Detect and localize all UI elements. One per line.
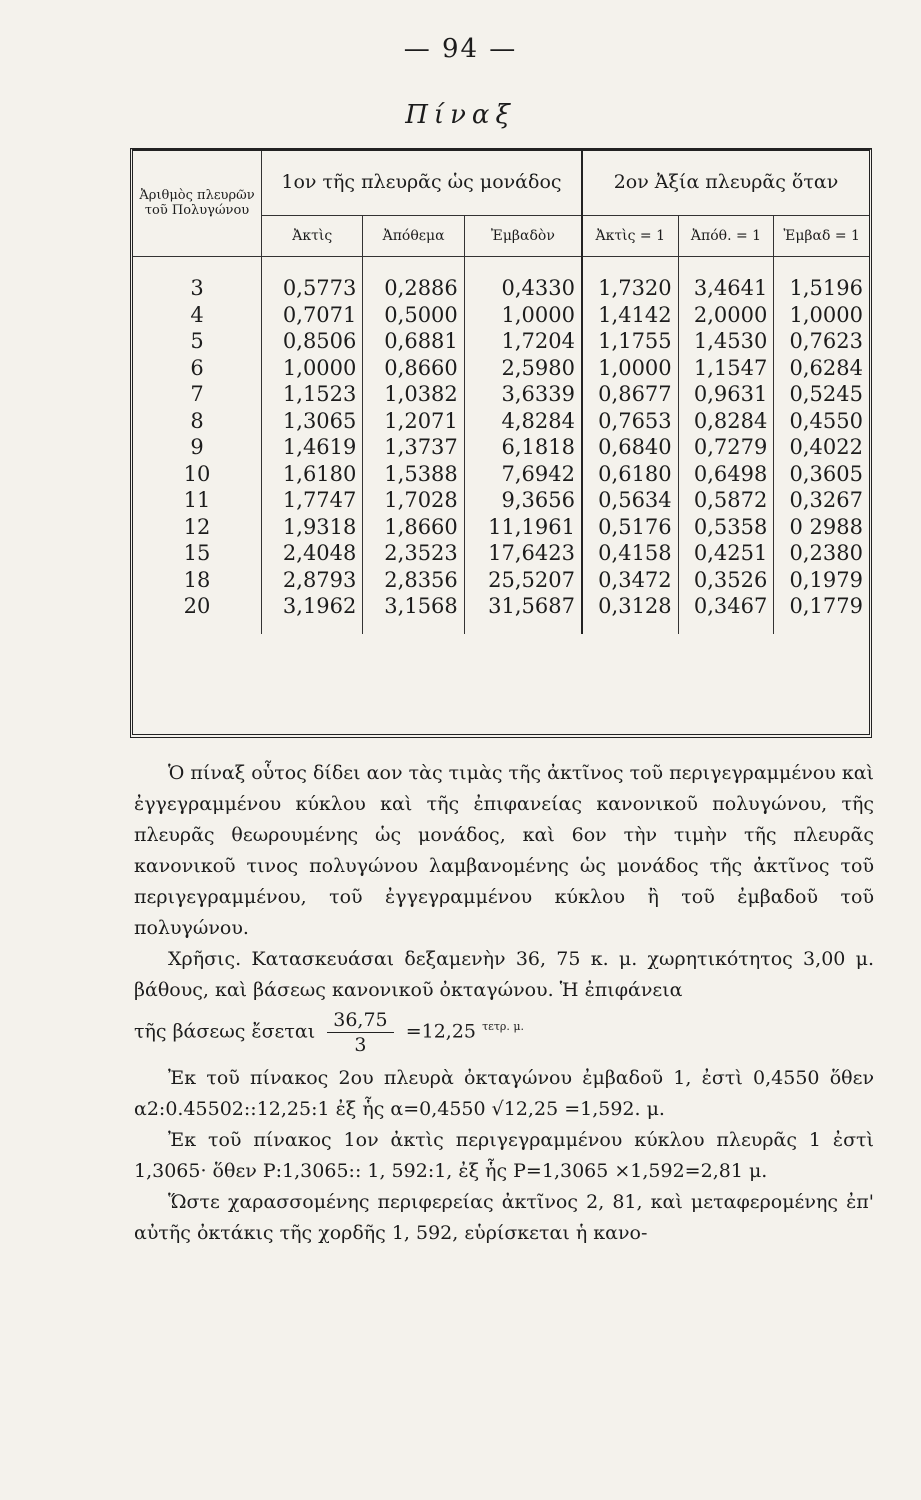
- cell-value: 0 2988: [789, 514, 863, 539]
- cell-value: 1,7028: [363, 487, 464, 514]
- cell-value: 1,0000: [464, 302, 582, 329]
- paragraph-usage: Χρῆσις. Κατασκευάσαι δεξαμενὴν 36, 75 κ. μ. χωρητικότητος 3,00 μ. βάθους, καὶ βάσεως κανονικοῦ ὀκταγώνου. Ἡ ἐπιφάνεια: [134, 948, 874, 1001]
- cell-value: 2,5980: [464, 355, 582, 382]
- cell-value: 0,5176: [582, 514, 678, 541]
- cell-value: 9,3656: [464, 487, 582, 514]
- cell-value: 2,8356: [363, 567, 464, 594]
- table-title: Πίναξ: [405, 100, 516, 130]
- cell-value: 0,2886: [363, 257, 464, 302]
- cell-value: 1,7747: [262, 487, 363, 514]
- header-radius: Ἀκτὶς: [262, 216, 363, 257]
- cell-value: 1,4142: [582, 302, 678, 329]
- table-row: [133, 593, 869, 634]
- cell-value: 1,5388: [363, 461, 464, 488]
- cell-value: 0,3605: [789, 461, 863, 486]
- cell-value: 1,4530: [678, 328, 774, 355]
- cell-value: 0,9631: [678, 381, 774, 408]
- cell-value: 3,1568: [363, 593, 464, 634]
- cell-value: 1,9318: [262, 514, 363, 541]
- cell-sides: 8: [133, 408, 262, 435]
- cell-sides: 11: [133, 487, 262, 514]
- cell-value: 1,8660: [363, 514, 464, 541]
- cell-value: 0,3472: [582, 567, 678, 594]
- header-area: Ἐμβαδὸν: [464, 216, 582, 257]
- header-radius-eq-1: Ἀκτὶς = 1: [582, 216, 678, 257]
- cell-value: 0,1779: [789, 594, 863, 618]
- cell-value: 2,4048: [262, 540, 363, 567]
- cell-value: 3,4641: [678, 257, 774, 302]
- cell-value: 4,8284: [464, 408, 582, 435]
- cell-value: 0,3467: [678, 593, 774, 634]
- cell-sides: 6: [133, 355, 262, 382]
- cell-value: 3,6339: [464, 381, 582, 408]
- cell-value: 0,6881: [363, 328, 464, 355]
- polygon-table: [133, 151, 869, 634]
- cell-sides: 10: [133, 461, 262, 488]
- cell-value: 1,0000: [582, 355, 678, 382]
- cell-value: 11,1961: [464, 514, 582, 541]
- table-row: [133, 381, 869, 408]
- cell-value: 3,1962: [262, 593, 363, 634]
- cell-value: 31,5687: [464, 593, 582, 634]
- paragraph-radius-calc: Ἐκ τοῦ πίνακος 1ον ἀκτὶς περιγεγραμμένου κύκλου πλευρᾶς 1 ἐστὶ 1,3065· ὅθεν Ρ:1,3065:: 1, 592:1, ἐξ ἧς Ρ=1,3065 ×1,592=2,81 μ.: [134, 1129, 874, 1182]
- cell-value: 1,5196: [789, 276, 863, 300]
- formula-denominator: 3: [354, 1034, 367, 1056]
- cell-value: 1,4619: [262, 434, 363, 461]
- cell-value: 0,3128: [582, 593, 678, 634]
- cell-value: 1,2071: [363, 408, 464, 435]
- cell-value: 1,1523: [262, 381, 363, 408]
- formula-numerator: 36,75: [327, 1008, 393, 1033]
- cell-value: 0,5773: [262, 257, 363, 302]
- cell-value: 0,6840: [582, 434, 678, 461]
- table-row: [133, 514, 869, 541]
- cell-value: 0,4158: [582, 540, 678, 567]
- table-row: [133, 408, 869, 435]
- cell-value: 0,4550: [789, 408, 863, 433]
- header-apothem-eq-1: Ἀπόθ. = 1: [678, 216, 774, 257]
- cell-value: 0,3267: [789, 488, 863, 512]
- table-row: [133, 540, 869, 567]
- cell-value: 0,1979: [789, 567, 863, 592]
- table-row: [133, 257, 869, 302]
- formula-result: =12,25: [405, 1020, 477, 1043]
- cell-value: 0,7623: [789, 329, 863, 353]
- paragraph-conclusion: Ὥστε χαρασσομένης περιφερείας ἀκτῖνος 2, 81, καὶ μεταφερομένης ἐπ' αὐτῆς ὀκτάκις τῆς χορδῆς 1, 592, εὑρίσκεται ἡ κανο-: [134, 1191, 874, 1244]
- cell-value: 1,6180: [262, 461, 363, 488]
- cell-value: 1,3065: [262, 408, 363, 435]
- cell-value: 0,6180: [582, 461, 678, 488]
- cell-value: 0,5000: [363, 302, 464, 329]
- cell-value: 0,4022: [789, 435, 863, 459]
- cell-value: 0,5358: [678, 514, 774, 541]
- table-row: [133, 434, 869, 461]
- cell-value: 17,6423: [464, 540, 582, 567]
- cell-value: 0,6498: [678, 461, 774, 488]
- table-row: [133, 461, 869, 488]
- cell-sides: 5: [133, 328, 262, 355]
- formula-fraction: [327, 1008, 393, 1057]
- cell-value: 1,0382: [363, 381, 464, 408]
- cell-value: 0,2380: [789, 541, 863, 565]
- cell-sides: 4: [133, 302, 262, 329]
- header-group-2: 2ον Ἀξία πλευρᾶς ὅταν: [582, 151, 869, 216]
- cell-value: 0,6284: [789, 355, 863, 380]
- cell-value: 1,0000: [262, 355, 363, 382]
- cell-sides: 7: [133, 381, 262, 408]
- cell-value: 0,7653: [582, 408, 678, 435]
- cell-value: 0,7071: [262, 302, 363, 329]
- cell-value: 0,5245: [789, 382, 863, 406]
- cell-value: 2,3523: [363, 540, 464, 567]
- table-row: [133, 567, 869, 594]
- cell-value: 2,0000: [678, 302, 774, 329]
- formula-line: [134, 1008, 874, 1057]
- table-row: [133, 302, 869, 329]
- cell-sides: 20: [133, 593, 262, 634]
- cell-value: 0,3526: [678, 567, 774, 594]
- formula-prefix: τῆς βάσεως ἔσεται: [134, 1020, 316, 1043]
- cell-value: 7,6942: [464, 461, 582, 488]
- cell-value: 6,1818: [464, 434, 582, 461]
- cell-value: 1,7320: [582, 257, 678, 302]
- cell-value: 0,4330: [464, 257, 582, 302]
- cell-value: 1,7204: [464, 328, 582, 355]
- cell-value: 0,5634: [582, 487, 678, 514]
- table-row: [133, 328, 869, 355]
- cell-value: 0,8677: [582, 381, 678, 408]
- table-row: [133, 355, 869, 382]
- cell-value: 0,8284: [678, 408, 774, 435]
- cell-sides: 12: [133, 514, 262, 541]
- paragraph-side-calc: Ἐκ τοῦ πίνακος 2ου πλευρὰ ὀκταγώνου ἐμβαδοῦ 1, ἐστὶ 0,4550 ὅθεν α2:0.45502::12,25:1 ἐξ ἧς α=0,4550 √12,25 =1,592. μ.: [134, 1067, 874, 1120]
- header-group-1: 1ον τῆς πλευρᾶς ὡς μονάδος: [262, 151, 582, 216]
- body-text: [134, 758, 874, 1249]
- cell-sides: 18: [133, 567, 262, 594]
- cell-value: 2,8793: [262, 567, 363, 594]
- formula-unit: τετρ. μ.: [482, 1020, 525, 1034]
- polygon-table-frame: [130, 148, 872, 738]
- cell-value: 0,8506: [262, 328, 363, 355]
- cell-value: 1,3737: [363, 434, 464, 461]
- table-body: [133, 257, 869, 634]
- cell-sides: 15: [133, 540, 262, 567]
- cell-value: 0,7279: [678, 434, 774, 461]
- paragraph-table-description: Ὁ πίναξ οὗτος δίδει αον τὰς τιμὰς τῆς ἀκτῖνος τοῦ περιγεγραμμένου καὶ ἐγγεγραμμένου κύκλου καὶ τῆς ἐπιφανείας κανονικοῦ πολυγώνου, τῆς πλευρᾶς θεωρουμένης ὡς μονάδος, καὶ 6ον τὴν τιμὴν τῆς πλευρᾶς κανονικοῦ τινος πολυγώνου λαμβανομένης ὡς μονάδος τῆς ἀκτῖνος τοῦ περιγεγραμμένου, τοῦ ἐγγεγραμμένου κύκλου ἢ τοῦ ἐμβαδοῦ τοῦ πολυγώνου.: [134, 762, 874, 939]
- cell-value: 1,0000: [789, 302, 863, 327]
- cell-value: 25,5207: [464, 567, 582, 594]
- header-area-eq-1: Ἐμβαδ = 1: [774, 216, 869, 257]
- cell-value: 1,1755: [582, 328, 678, 355]
- cell-sides: 9: [133, 434, 262, 461]
- cell-value: 1,1547: [678, 355, 774, 382]
- cell-value: 0,5872: [678, 487, 774, 514]
- page-number: — 94 —: [403, 34, 518, 64]
- table-row: [133, 487, 869, 514]
- header-apothem: Ἀπόθεμα: [363, 216, 464, 257]
- header-polygon-sides: Ἀριθμὸς πλευρῶν τοῦ Πολυγώνου: [133, 151, 262, 257]
- cell-value: 0,4251: [678, 540, 774, 567]
- cell-sides: 3: [133, 257, 262, 302]
- cell-value: 0,8660: [363, 355, 464, 382]
